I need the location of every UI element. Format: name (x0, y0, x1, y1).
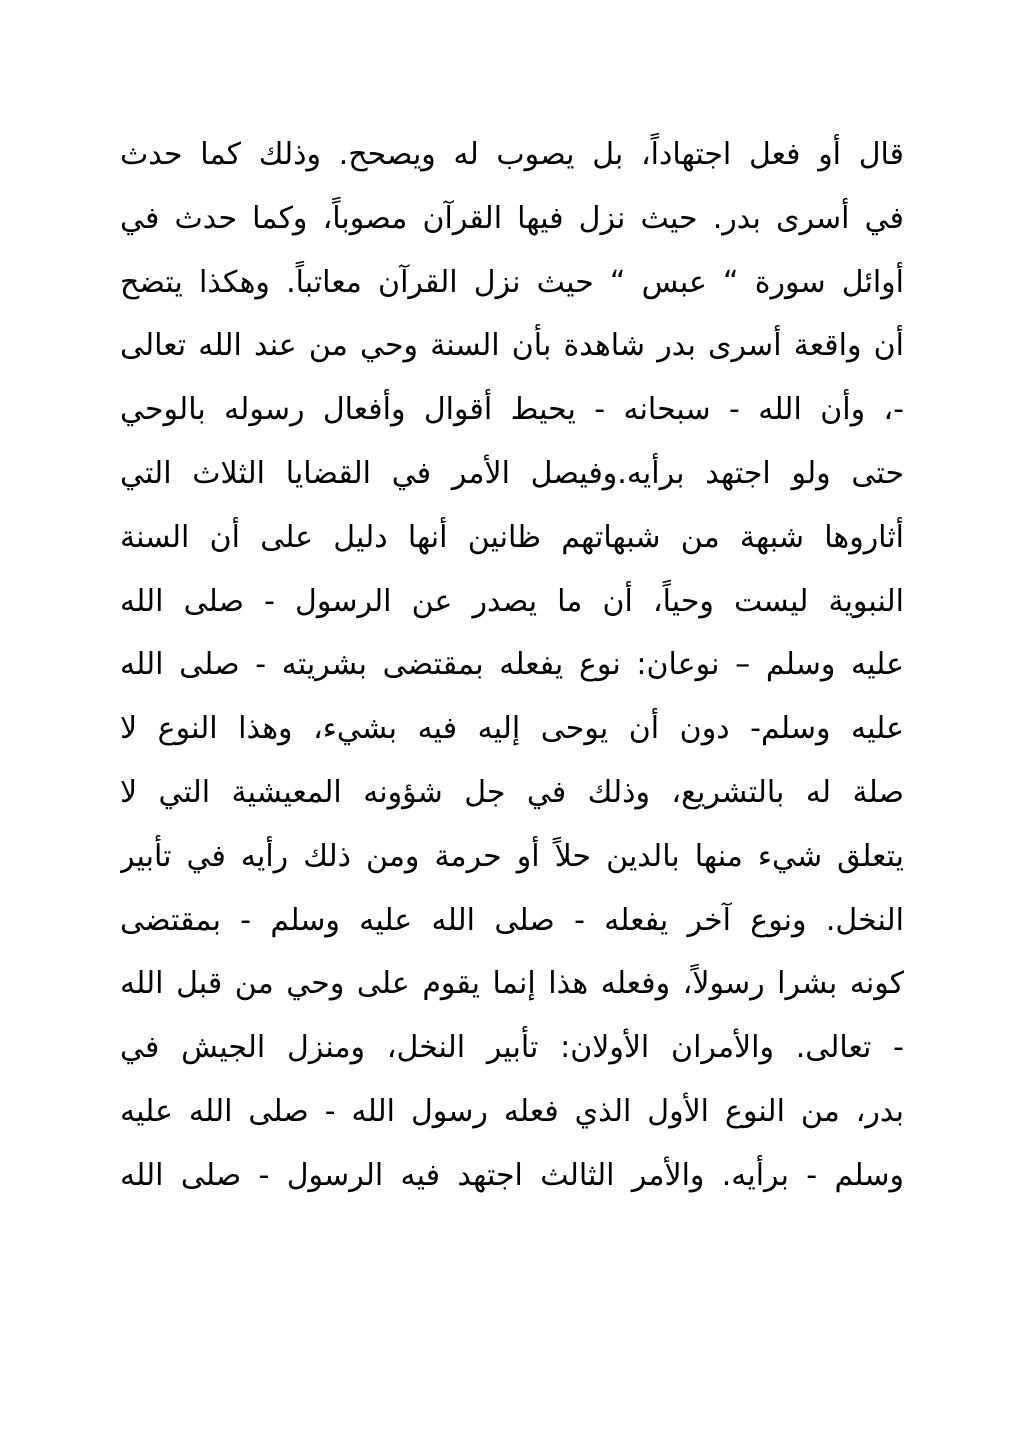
body-text (120, 123, 904, 1208)
text-line: أوائل سورة “ عبس “ حيث نزل القرآن معاتباً. وهكذا يتضح (120, 264, 904, 300)
text-line: كونه بشرا رسولاً، وفعله هذا إنما يقوم على وحي من قبل الله (120, 966, 904, 1002)
text-line: يتعلق شيء منها بالدين حلاً أو حرمة ومن ذلك رأيه في تأبير (120, 838, 904, 874)
text-line: - تعالى. والأمران الأولان: تأبير النخل، ومنزل الجيش في (120, 1030, 904, 1066)
text-line: عليه وسلم- دون أن يوحى إليه فيه بشيء، وهذا النوع لا (120, 711, 904, 747)
text-line: في أسرى بدر. حيث نزل فيها القرآن مصوباً، وكما حدث في (120, 200, 904, 236)
text-line: عليه وسلم – نوعان: نوع يفعله بمقتضى بشريته - صلى الله (120, 647, 904, 683)
text-line: النخل. ونوع آخر يفعله - صلى الله عليه وسلم - بمقتضى (120, 902, 904, 938)
text-line: قال أو فعل اجتهاداً، بل يصوب له ويصحح. وذلك كما حدث (120, 137, 904, 172)
text-line: وسلم - برأيه. والأمر الثالث اجتهد فيه الرسول - صلى الله (120, 1157, 904, 1193)
text-line: -، وأن الله - سبحانه - يحيط أقوال وأفعال رسوله بالوحي (120, 392, 904, 428)
text-line: النبوية ليست وحياً، أن ما يصدر عن الرسول - صلى الله (120, 583, 904, 619)
text-line: أثاروها شبهة من شبهاتهم ظانين أنها دليل على أن السنة (120, 519, 904, 555)
text-line: صلة له بالتشريع، وذلك في جل شؤونه المعيشية التي لا (120, 774, 904, 810)
text-line: بدر، من النوع الأول الذي فعله رسول الله - صلى الله عليه (120, 1093, 904, 1129)
text-line: حتى ولو اجتهد برأيه.وفيصل الأمر في القضايا الثلاث التي (120, 455, 904, 491)
text-line: أن واقعة أسرى بدر شاهدة بأن السنة وحي من عند الله تعالى (120, 328, 904, 364)
